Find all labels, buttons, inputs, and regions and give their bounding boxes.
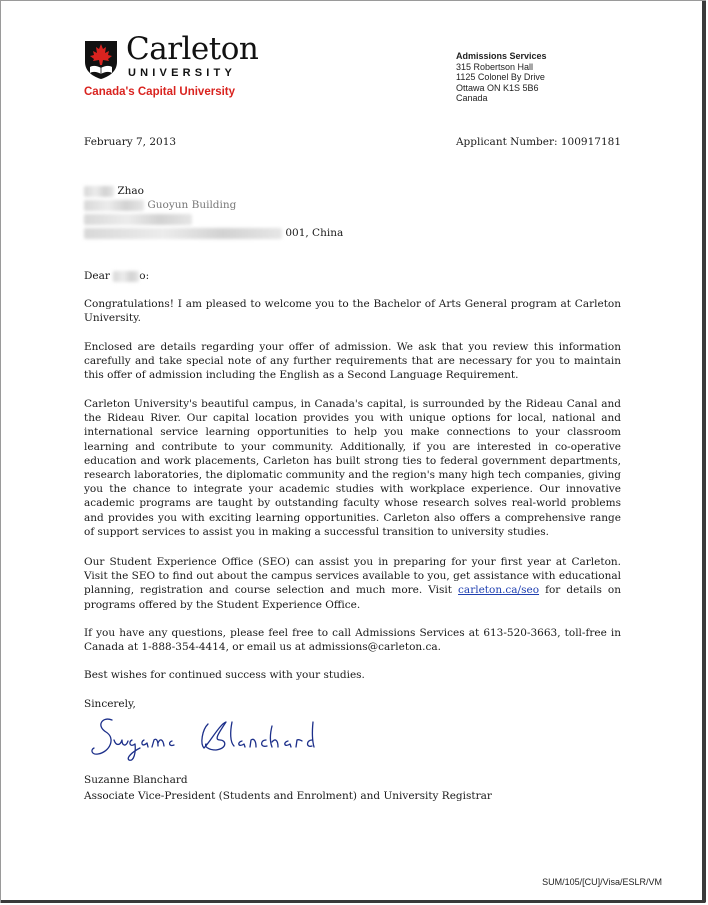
redaction-blur (84, 228, 282, 239)
office-address-line: Canada (456, 93, 488, 104)
office-address (456, 51, 547, 104)
wordmark-subtitle: UNIVERSITY (128, 67, 237, 79)
valediction: Sincerely, (84, 698, 136, 710)
signer-title: Associate Vice-President (Students and Enrolment) and University Registrar (84, 790, 492, 802)
letter-date: February 7, 2013 (84, 136, 177, 148)
redaction-blur (84, 186, 114, 197)
recipient-address-line: 001, China (84, 226, 343, 240)
salutation: Dear o: (84, 270, 150, 282)
recipient-address-line (84, 212, 192, 226)
signer-name: Suzanne Blanchard (84, 774, 188, 786)
body-paragraph: Congratulations! I am pleased to welcome you to the Bachelor of Arts General program at Carleton University. (84, 298, 621, 325)
redaction-blur (84, 214, 192, 225)
redaction-blur (84, 200, 144, 211)
recipient-name: Zhao (84, 184, 144, 198)
redaction-blur (113, 271, 139, 282)
office-address-line: 1125 Colonel By Drive (456, 72, 545, 83)
seo-link[interactable]: carleton.ca/seo (458, 584, 540, 597)
closing-wish: Best wishes for continued success with your studies. (84, 669, 365, 681)
body-paragraph: Enclosed are details regarding your offer of admission. We ask that you review this information carefully and take special note of any further requirements that are necessary for you to maintain this offer of admission including the English as a Second Language Requirement. (84, 341, 621, 382)
recipient-address-line: Guoyun Building (84, 198, 236, 212)
applicant-number: Applicant Number: 100917181 (455, 136, 621, 148)
maple-leaf-shield-icon (84, 40, 118, 80)
office-address-line: Ottawa ON K1S 5B6 (456, 82, 539, 93)
university-tagline: Canada's Capital University (84, 86, 236, 98)
handwritten-signature (88, 710, 324, 766)
body-paragraph: Carleton University's beautiful campus, in Canada's capital, is surrounded by the Rideau Canal and the Rideau River. Our capital location provides you with unique options for local, national and international service learning opportunities to help you make connections to your classroom learning and contribute to your community. Additionally, if you are interested in co-operative education and work placements, Carleton has built strong ties to federal government departments, research laboratories, the diplomatic community and the region's many high tech companies, giving you the chance to integrate your academic studies with workplace experience. Our innovative academic programs are taught by outstanding faculty whose research solves real-world problems and provides you with exciting learning opportunities. Carleton also offers a comprehensive range of support services to assist you in making a successful transition to university studies. (84, 398, 621, 538)
wordmark: Carleton (126, 31, 259, 67)
reference-code: SUM/105/[CU]/Visa/ESLR/VM (542, 877, 662, 887)
seo-paragraph: Our Student Experience Office (SEO) can assist you in preparing for your first year at Carleton. Visit the SEO to find out about the campus services available to you, get assistance with educational planning, registration and course selection and much more. Visit carleton.ca/seo for details on programs offered by the Student Experience Office. (84, 556, 621, 611)
contact-paragraph: If you have any questions, please feel free to call Admissions Services at 613-520-3663, toll-free in Canada at 1-888-354-4414, or email us at admissions@carleton.ca. (84, 627, 621, 654)
university-logo (84, 31, 259, 102)
office-address-line: 315 Robertson Hall (456, 61, 534, 72)
office-name: Admissions Services (456, 51, 547, 61)
